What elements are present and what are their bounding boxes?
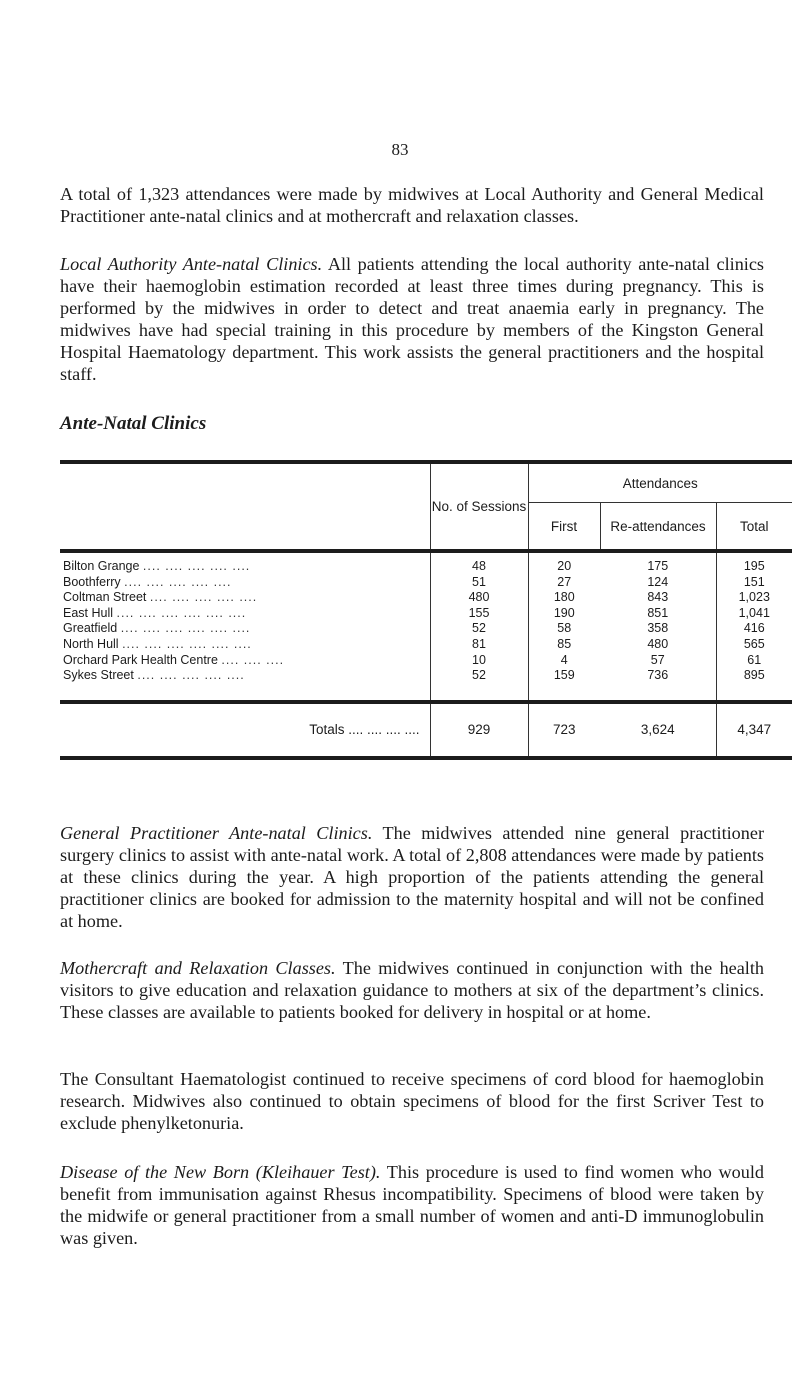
total-cell: 151 (716, 575, 792, 591)
first-cell: 180 (528, 590, 600, 606)
mothercraft-paragraph (60, 957, 764, 1023)
first-header: First (528, 503, 600, 552)
total-cell: 1,041 (716, 606, 792, 622)
table-row (60, 637, 792, 653)
total-cell: 61 (716, 653, 792, 669)
sessions-cell: 52 (430, 668, 528, 702)
sessions-header: No. of Sessions (430, 462, 528, 551)
table-row (60, 575, 792, 591)
sessions-cell: 52 (430, 621, 528, 637)
re-attendances-header: Re-attendances (600, 503, 716, 552)
local-authority-paragraph (60, 253, 764, 385)
first-cell: 27 (528, 575, 600, 591)
clinic-name: East Hull .... .... .... .... .... .... (63, 605, 247, 620)
total-cell: 416 (716, 621, 792, 637)
attendances-header: Attendances (528, 462, 792, 503)
sessions-cell: 480 (430, 590, 528, 606)
mothercraft-body: The midwives continued in conjunction with the health visitors to give education and relaxation guidance to mothers at six of the department’s clinics. These classes are available to patients booked for delivery in hospital or at home. (60, 958, 765, 1022)
totals-re-attendances: 3,624 (640, 722, 675, 738)
table-title: Ante-Natal Clinics (60, 413, 207, 434)
clinic-name: Greatfield .... .... .... .... .... .... (63, 621, 251, 636)
intro-paragraph: A total of 1,323 attendances were made by midwives at Local Authority and General Medical Practitioner ante-natal clinics and at mothercraft and relaxation classes. (60, 184, 764, 226)
ante-natal-clinics-table (60, 460, 792, 760)
table-row (60, 668, 792, 702)
clinic-header-blank (60, 462, 430, 551)
re-attendances-cell: 736 (647, 668, 669, 683)
disease-heading: Disease of the New Born (Kleihauer Test). (60, 1162, 381, 1182)
first-cell: 58 (528, 621, 600, 637)
clinic-name: Boothferry .... .... .... .... .... (63, 574, 232, 589)
local-authority-body: All patients attending the local authority ante-natal clinics have their haemoglobin estimation recorded at least three times during pregnancy. This is performed by the midwives in order to detect and treat anaemia early in pregnancy. The midwives have had special training in this procedure by members of the Kingston General Hospital Haematology department. This work assists the general practitioners and the hospital staff. (60, 254, 765, 384)
totals-sessions: 929 (430, 702, 528, 758)
clinic-name: Orchard Park Health Centre .... .... .... (63, 652, 285, 667)
first-cell: 85 (528, 637, 600, 653)
table-row (60, 551, 792, 575)
total-cell: 565 (716, 637, 792, 653)
re-attendances-cell: 175 (647, 559, 669, 573)
gp-heading: General Practitioner Ante-natal Clinics. (60, 823, 373, 843)
sessions-cell: 51 (430, 575, 528, 591)
page-number: 83 (391, 140, 409, 159)
totals-row (60, 702, 792, 758)
gp-body: The midwives attended nine general practitioner surgery clinics to assist with ante-natal work. A total of 2,808 attendances were made by patients at these clinics during the year. A high proportion of the patients attending the general practitioner clinics are booked for admission to the maternity hospital and will not be confined at home. (60, 823, 764, 931)
table-row (60, 590, 792, 606)
total-header: Total (716, 503, 792, 552)
ante-natal-table-wrap (60, 460, 792, 760)
consultant-paragraph: The Consultant Haematologist continued to receive specimens of cord blood for haemoglobin research. Midwives also continued to obtain specimens of blood for the first Scriver Test to exclude phenylketonuria. (60, 1069, 764, 1133)
first-cell: 190 (528, 606, 600, 622)
sessions-cell: 48 (430, 551, 528, 575)
re-attendances-cell: 843 (647, 590, 669, 605)
total-cell: 895 (716, 668, 792, 702)
re-attendances-cell: 57 (650, 652, 665, 667)
totals-label: Totals .... .... .... .... (309, 722, 420, 738)
clinic-name: North Hull .... .... .... .... .... .... (63, 636, 252, 651)
first-cell: 4 (528, 653, 600, 669)
local-authority-heading: Local Authority Ante-natal Clinics. (60, 254, 323, 274)
re-attendances-cell: 124 (647, 574, 669, 589)
disease-paragraph (60, 1161, 764, 1249)
re-attendances-cell: 358 (647, 621, 669, 636)
re-attendances-cell: 480 (647, 636, 669, 651)
re-attendances-cell: 851 (647, 605, 669, 620)
total-cell: 195 (716, 551, 792, 575)
clinic-name: Coltman Street .... .... .... .... .... (63, 590, 258, 605)
sessions-cell: 81 (430, 637, 528, 653)
disease-body: This procedure is used to find women who would benefit from immunisation against Rhesus incompatibility. Specimens of blood were taken by the midwife or general practitioner from a small number of women and anti-D immunoglobulin was given. (60, 1162, 764, 1248)
clinic-name: Bilton Grange .... .... .... .... .... (63, 559, 251, 573)
table-row (60, 606, 792, 622)
totals-first: 723 (528, 702, 600, 758)
totals-total: 4,347 (716, 702, 792, 758)
gp-paragraph (60, 822, 764, 932)
clinic-name: Sykes Street .... .... .... .... .... (63, 668, 245, 683)
first-cell: 159 (528, 668, 600, 702)
first-cell: 20 (528, 551, 600, 575)
total-cell: 1,023 (716, 590, 792, 606)
table-row (60, 653, 792, 669)
mothercraft-heading: Mothercraft and Relaxation Classes. (60, 958, 336, 978)
table-row (60, 621, 792, 637)
sessions-cell: 10 (430, 653, 528, 669)
sessions-cell: 155 (430, 606, 528, 622)
